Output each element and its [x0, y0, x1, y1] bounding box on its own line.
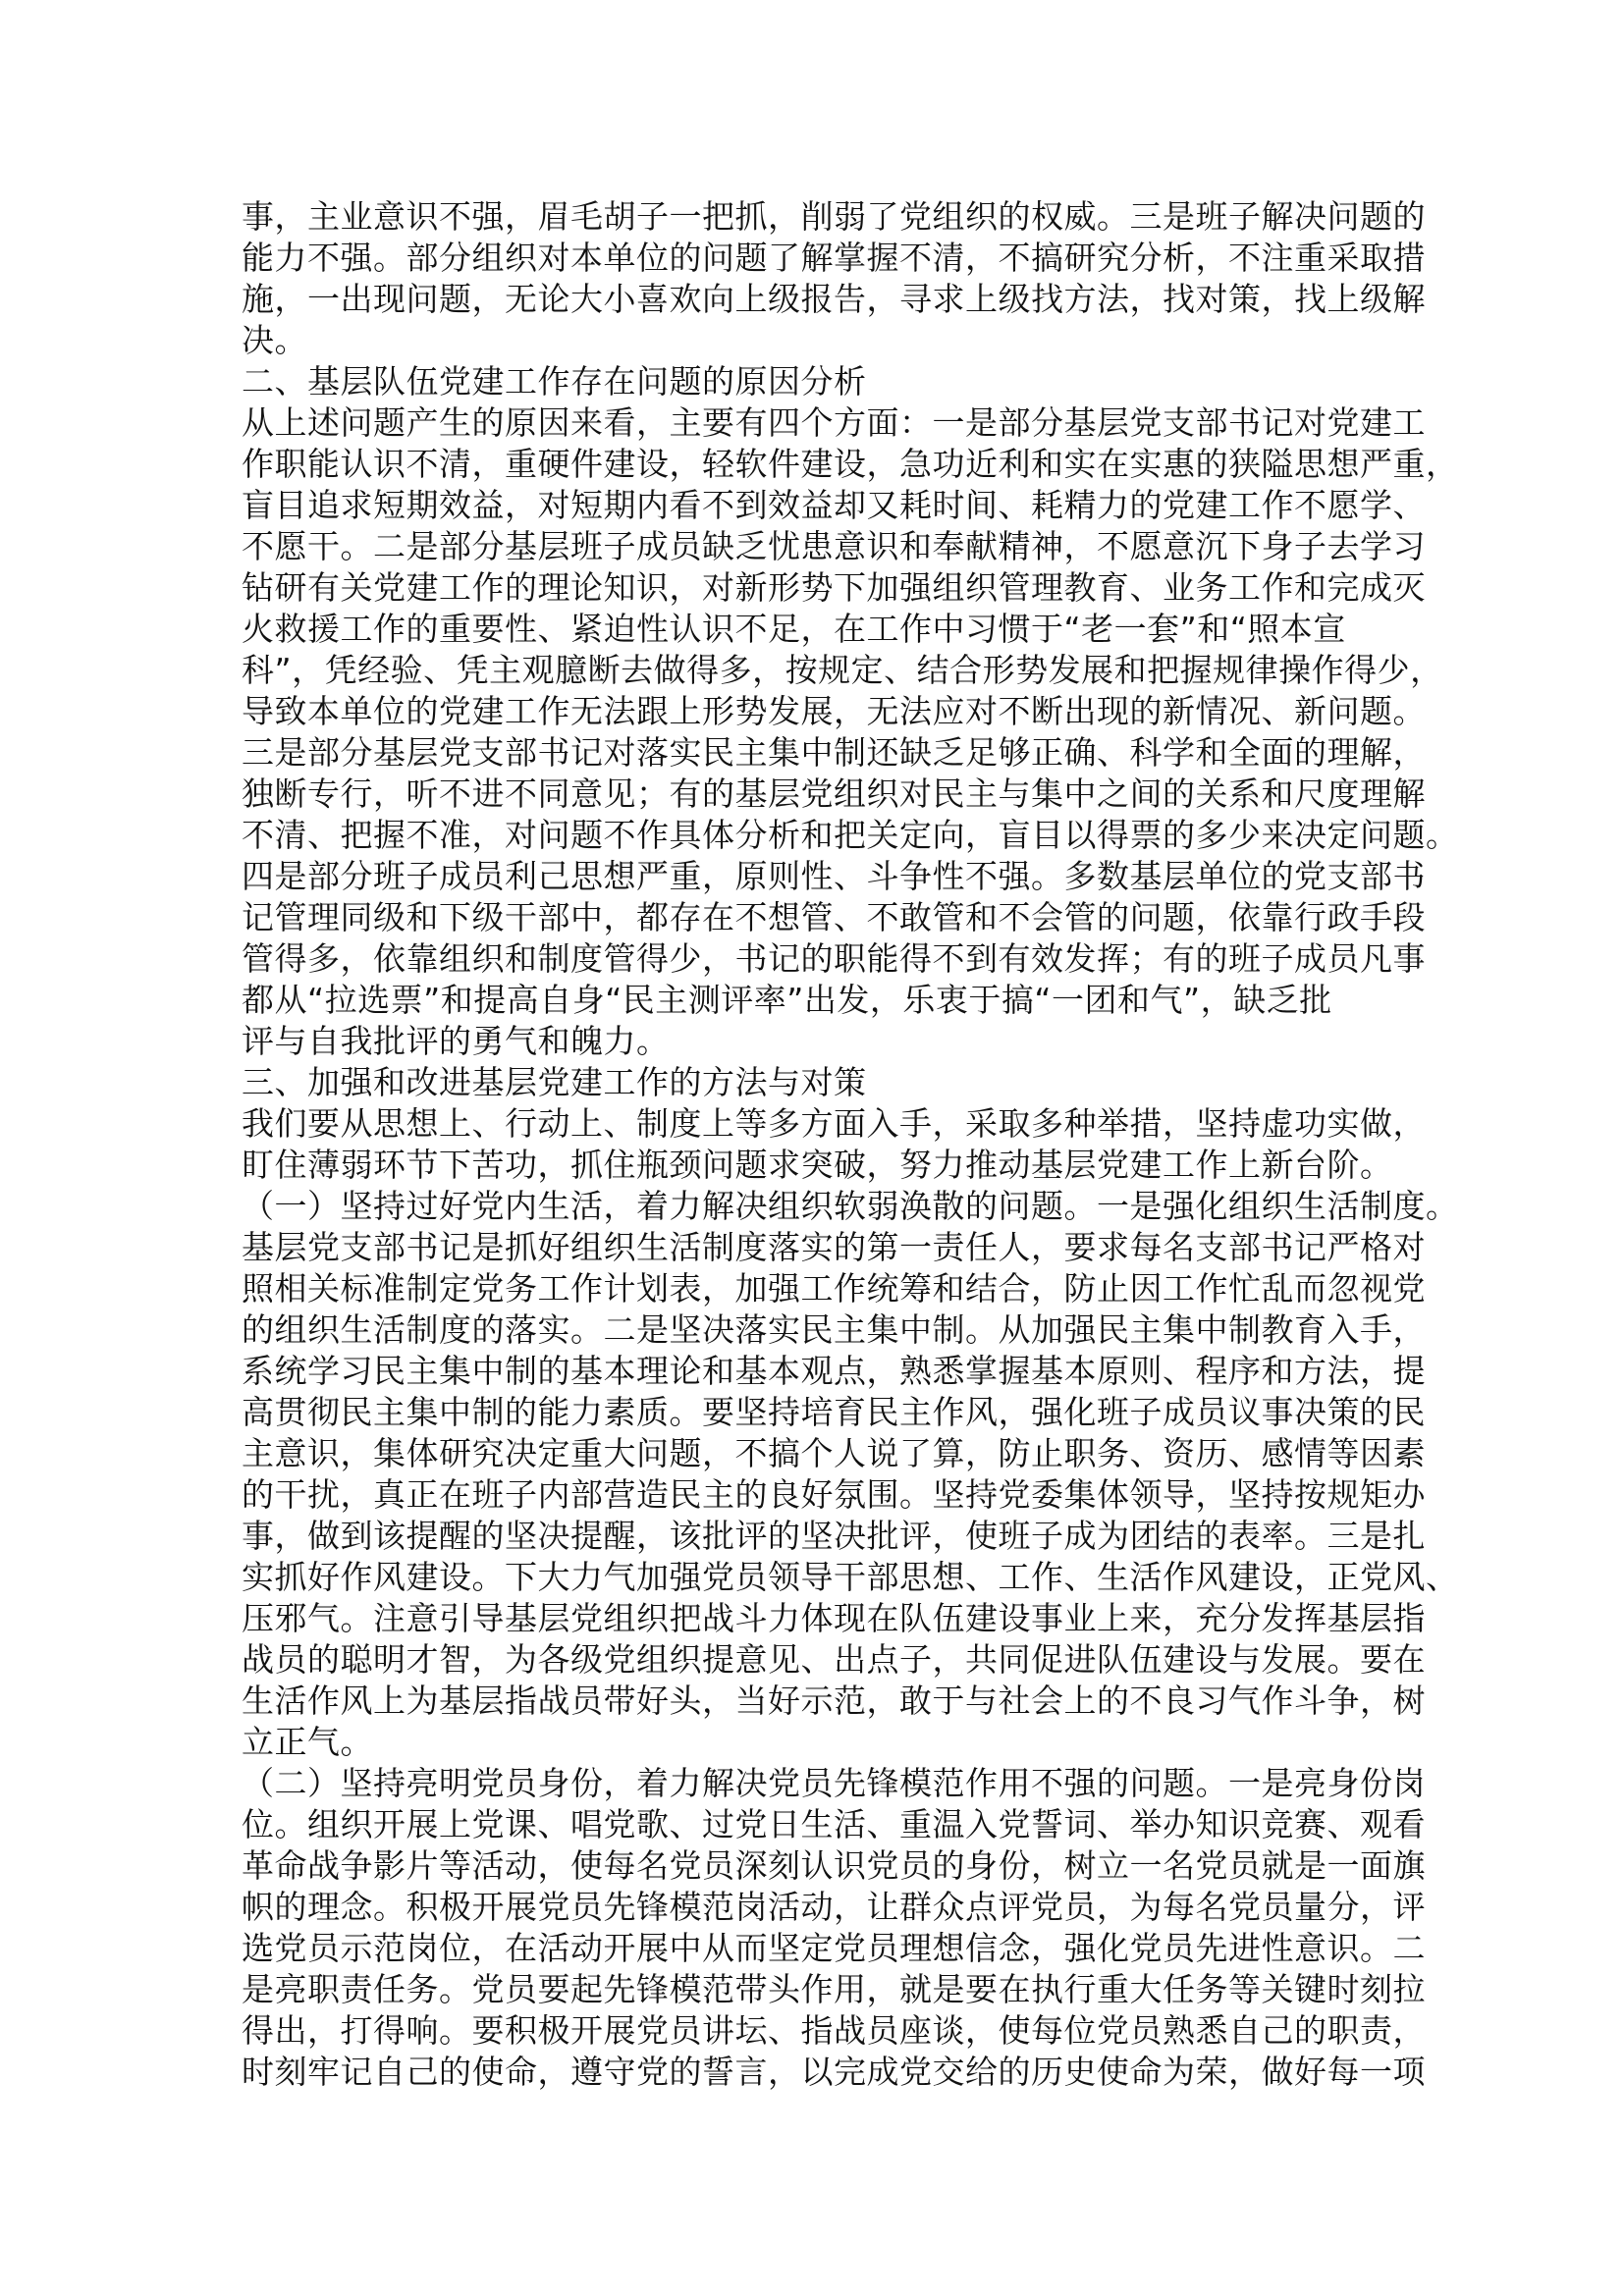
- text-line: 是亮职责任务。党员要起先锋模范带头作用，就是要在执行重大任务等关键时刻拉: [242, 1970, 1426, 2008]
- text-line: 基层党支部书记是抓好组织生活制度落实的第一责任人，要求每名支部书记严格对: [242, 1228, 1426, 1266]
- text-line: 评与自我批评的勇气和魄力。: [242, 1022, 670, 1060]
- text-line: 科”，凭经验、凭主观臆断去做得多，按规定、结合形势发展和把握规律操作得少，: [242, 651, 1443, 689]
- text-line: 三是部分基层党支部书记对落实民主集中制还缺乏足够正确、科学和全面的理解，: [242, 733, 1426, 772]
- text-line: 四是部分班子成员利己思想严重，原则性、斗争性不强。多数基层单位的党支部书: [242, 857, 1426, 895]
- text-line: 事，做到该提醒的坚决提醒，该批评的坚决批评，使班子成为团结的表率。三是扎: [242, 1517, 1426, 1555]
- text-line: 高贯彻民主集中制的能力素质。要坚持培育民主作风，强化班子成员议事决策的民: [242, 1393, 1426, 1431]
- text-line: 记管理同级和下级干部中，都存在不想管、不敢管和不会管的问题，依靠行政手段: [242, 898, 1426, 936]
- text-line: 独断专行，听不进不同意见；有的基层党组织对民主与集中之间的关系和尺度理解: [242, 774, 1426, 813]
- text-line: 的组织生活制度的落实。二是坚决落实民主集中制。从加强民主集中制教育入手，: [242, 1310, 1426, 1349]
- text-line: 作职能认识不清，重硬件建设，轻软件建设，急功近利和实在实惠的狭隘思想严重，: [242, 445, 1459, 483]
- text-line: 决。: [242, 321, 307, 359]
- text-line: 火救援工作的重要性、紧迫性认识不足，在工作中习惯于“老一套”和“照本宣: [242, 610, 1346, 648]
- text-line: 不愿干。二是部分基层班子成员缺乏忧患意识和奉献精神，不愿意沉下身子去学习: [242, 527, 1426, 565]
- text-line: 都从“拉选票”和提高自身“民主测评率”出发，乐衷于搞“一团和气”，缺乏批: [242, 981, 1332, 1019]
- text-line: 施，一出现问题，无论大小喜欢向上级报告，寻求上级找方法，找对策，找上级解: [242, 280, 1426, 318]
- text-line: 盲目追求短期效益，对短期内看不到效益却又耗时间、耗精力的党建工作不愿学、: [242, 486, 1426, 524]
- text-line: 从上述问题产生的原因来看，主要有四个方面：一是部分基层党支部书记对党建工: [242, 403, 1426, 442]
- text-line: 照相关标准制定党务工作计划表，加强工作统筹和结合，防止因工作忙乱而忽视党: [242, 1269, 1426, 1308]
- text-line: 战员的聪明才智，为各级党组织提意见、出点子，共同促进队伍建设与发展。要在: [242, 1640, 1426, 1679]
- text-line: 事，主业意识不强，眉毛胡子一把抓，削弱了党组织的权威。三是班子解决问题的: [242, 197, 1426, 236]
- text-line: 钻研有关党建工作的理论知识，对新形势下加强组织管理教育、业务工作和完成灭: [242, 568, 1426, 607]
- text-line: 立正气。: [242, 1723, 373, 1761]
- text-line: 得出，打得响。要积极开展党员讲坛、指战员座谈，使每位党员熟悉自己的职责，: [242, 2011, 1426, 2050]
- text-line: 帜的理念。积极开展党员先锋模范岗活动，让群众点评党员，为每名党员量分，评: [242, 1888, 1426, 1926]
- text-line: 选党员示范岗位，在活动开展中从而坚定党员理想信念，强化党员先进性意识。二: [242, 1929, 1426, 1967]
- text-line: 三、加强和改进基层党建工作的方法与对策: [242, 1063, 867, 1101]
- text-line: 时刻牢记自己的使命，遵守党的誓言，以完成党交给的历史使命为荣，做好每一项: [242, 2053, 1426, 2091]
- document-body: [242, 196, 1459, 2093]
- text-line: 导致本单位的党建工作无法跟上形势发展，无法应对不断出现的新情况、新问题。: [242, 692, 1426, 730]
- text-line: 生活作风上为基层指战员带好头，当好示范，敢于与社会上的不良习气作斗争，树: [242, 1682, 1426, 1720]
- text-line: 不清、把握不准，对问题不作具体分析和把关定向，盲目以得票的多少来决定问题。: [242, 816, 1459, 854]
- text-line: 二、基层队伍党建工作存在问题的原因分析: [242, 362, 867, 400]
- text-line: （二）坚持亮明党员身份，着力解决党员先锋模范作用不强的问题。一是亮身份岗: [242, 1764, 1426, 1802]
- text-line: 系统学习民主集中制的基本理论和基本观点，熟悉掌握基本原则、程序和方法，提: [242, 1352, 1426, 1390]
- text-line: 的干扰，真正在班子内部营造民主的良好氛围。坚持党委集体领导，坚持按规矩办: [242, 1475, 1426, 1514]
- text-line: 盯住薄弱环节下苦功，抓住瓶颈问题求突破，努力推动基层党建工作上新台阶。: [242, 1146, 1393, 1184]
- text-line: 实抓好作风建设。下大力气加强党员领导干部思想、工作、生活作风建设，正党风、: [242, 1558, 1459, 1596]
- text-line: 革命战争影片等活动，使每名党员深刻认识党员的身份，树立一名党员就是一面旗: [242, 1846, 1426, 1885]
- text-line: 能力不强。部分组织对本单位的问题了解掌握不清，不搞研究分析，不注重采取措: [242, 239, 1426, 277]
- text-line: 位。组织开展上党课、唱党歌、过党日生活、重温入党誓词、举办知识竞赛、观看: [242, 1805, 1426, 1843]
- text-line: 管得多，依靠组织和制度管得少，书记的职能得不到有效发挥；有的班子成员凡事: [242, 939, 1426, 978]
- text-line: 压邪气。注意引导基层党组织把战斗力体现在队伍建设事业上来，充分发挥基层指: [242, 1599, 1426, 1637]
- text-line: 主意识，集体研究决定重大问题，不搞个人说了算，防止职务、资历、感情等因素: [242, 1434, 1426, 1472]
- text-line: 我们要从思想上、行动上、制度上等多方面入手，采取多种举措，坚持虚功实做，: [242, 1104, 1426, 1143]
- text-line: （一）坚持过好党内生活，着力解决组织软弱涣散的问题。一是强化组织生活制度。: [242, 1187, 1459, 1225]
